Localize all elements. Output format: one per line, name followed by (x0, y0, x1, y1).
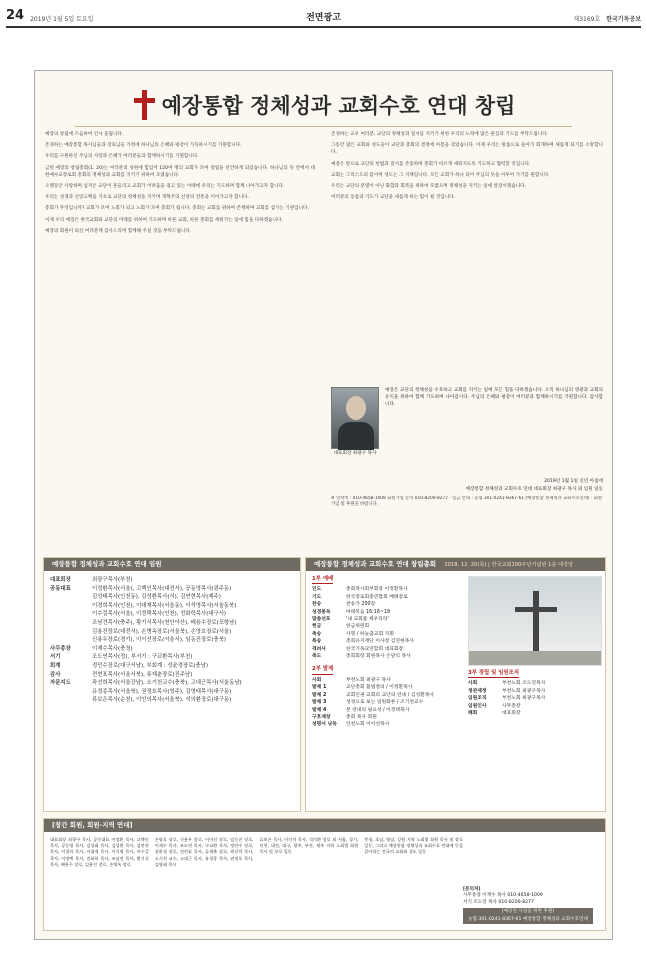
letter-paragraph: 예장은 앞으로 교단의 헌법과 질서를 존중하며 총회가 바르게 세워지도록 기도하고 협력할 것입니다. (331, 161, 531, 167)
program-key: 축송 (312, 631, 322, 637)
program-value: 교단총회 불법결의 / 이정환목사 (346, 685, 413, 691)
member-column: 충청, 호남, 영남, 강원 지역 노회별 회원 목사 및 장로 일동, 그리고 예장통합 정체성과 교회수호 연대에 뜻을 같이하는 전국의 교회와 성도 일동 (364, 837, 463, 855)
program-key: 발제 4 (312, 707, 327, 713)
cross-photo (468, 576, 602, 666)
officers-roster (50, 576, 294, 807)
roster-row (50, 662, 294, 671)
letter-paragraph: 금번 예장의 창립총회(1. 20)는 여러분의 성원에 힘입어 120여 명의 교회가 모여 창립을 선언하게 되었습니다. 하나님의 뜻 안에서 대한예수교장로회 총회의 정체성과 교회를 지키기 위하여 모였습니다. (45, 165, 315, 178)
letter-paragraph: 예장의 창립에 즈음하여 인사 올립니다. (45, 132, 124, 137)
program-key: 구호제창 (312, 714, 331, 720)
program-row (312, 721, 462, 728)
program-row (312, 616, 462, 623)
notice-text: ※ 연락처 : 010-4658-1009 회원가입 문의 010-8200-8277 · 입금 안내 : 농협 301-0241-8367-61 (예장통합 정체성과 교회수호연대) · 회원가입 및 후원을 바랍니다. (331, 496, 603, 507)
roster-role: 서기 (50, 654, 61, 661)
program-row (312, 609, 462, 616)
roster-role (50, 602, 92, 611)
section-title: 전면광고 (306, 13, 341, 23)
program-row (312, 623, 462, 630)
program-key: 격려사 (312, 646, 326, 652)
program-row (312, 646, 462, 653)
roster-role (50, 688, 92, 697)
program-key: 발제 1 (312, 685, 327, 691)
program-row (312, 594, 462, 601)
program-key: 폐회 (468, 711, 478, 717)
portrait-caption: 대표회장 최광구 목사 (333, 451, 377, 456)
roster-names: 조남견목사(충주), 황기식목사(천안아산), 배용수장로(포항남) (92, 619, 237, 626)
program-row (312, 692, 462, 699)
portrait-head (346, 396, 366, 420)
cross-vertical-beam (533, 591, 539, 653)
program-key: 발제 2 (312, 692, 327, 698)
portrait-block (331, 387, 603, 477)
letter-paragraph: 우리는 성경과 신앙고백을 기초로 교단의 정체성을 지키며 개혁주의 신앙의 전통을 이어가고자 합니다. (45, 195, 249, 201)
letter-paragraph: 우리는 교단의 분열이 아닌 화합과 회복을 위하여 모였으며 정체성을 지키는 일에 앞장서겠습니다. (331, 184, 527, 190)
program-value: 부천노회 최광구목사 (502, 696, 546, 702)
program-value: 인천노회 이이선목사 (346, 722, 390, 728)
letter-paragraph: 이제 우리 예장은 한국교회와 교단의 미래를 위하여 기도하며 바른 교회, 바른 총회를 세워가는 일에 힘을 다하겠습니다. (45, 217, 283, 223)
issue-date: 2019년 1월 5일 토요일 (30, 16, 94, 23)
program-row (312, 631, 462, 638)
program-row (468, 710, 602, 717)
program-key: 사회 (468, 681, 478, 687)
paper-name: 한국기독공보 (606, 16, 641, 23)
donation-account (463, 908, 593, 924)
letter-paragraph: 우리를 구원하신 주님의 사랑과 은혜가 여러분들과 함께하시기를 기원합니다. (45, 154, 199, 160)
program-value: 찬송가 200장 (346, 602, 376, 608)
event-box (305, 557, 606, 812)
program-row (312, 707, 462, 714)
program-key: 특송 (312, 639, 322, 645)
program-row (468, 688, 602, 695)
roster-row (50, 679, 294, 688)
program-row (312, 714, 462, 721)
program-key: 임원조직 (468, 696, 487, 702)
program-value: 부천노회 최광구목사 (502, 688, 546, 694)
letter-paragraph: 여러분의 동참과 기도가 교단을 새롭게 하는 힘이 될 것입니다. (331, 195, 456, 201)
program-value: 부천노회 조도연목사 (502, 681, 546, 687)
member-column: 손영호 장로, 신용우 장로, 이이선 장로, 임동진 장로, 이재수 목사, 조도연 목사, 구교환 목사, 정민수 장로, 성윤경 장로, 전현표 목사, 류재춘 장로, 곽선희 목사, 소기천 교수, 고대근 목사, 유경종 목사, 권정호 목사, 김영태 목사 (154, 837, 254, 867)
roster-role: 공동대표 (50, 585, 71, 592)
issue-number (573, 14, 641, 23)
roster-names: 유경종목사(서울북), 권정호목사(영주), 김영태목사(대구동) (92, 688, 232, 695)
officers-heading: 예장통합 정체성과 교회수호 연대 임원 (44, 558, 300, 571)
event-heading-title: 예장통합 정체성과 교회수호 연대 창립총회 (314, 560, 437, 568)
roster-names: 정민수장로(대구서남), 부회계 : 성윤경장로(충남) (92, 662, 209, 669)
program-key: 헌금 (312, 624, 322, 630)
program-value: 대표회장 (502, 711, 521, 717)
roster-role (50, 593, 92, 602)
roster-role: 감사 (50, 671, 61, 678)
roster-row (50, 688, 294, 697)
roster-row (50, 653, 294, 662)
portrait-body (338, 422, 374, 450)
contact-line: 서기 조도연 목사 010-8200-8277 (463, 899, 534, 905)
letter-right-column (331, 131, 603, 381)
roster-row (50, 636, 294, 645)
roster-row (50, 610, 294, 619)
issue-no-text: 제3169호 (573, 16, 601, 23)
program-value: 총회회장 회원목사 손달익 목사 (346, 654, 411, 660)
program-key: 인도 (312, 587, 322, 593)
roster-role (50, 636, 92, 645)
letter-paragraph: 교회는 그리스도의 몸이며 성도는 그 지체입니다. 모든 교회가 하나 되어 주님의 뜻을 이루어 가기를 원합니다. (331, 172, 550, 178)
members-box (43, 818, 606, 931)
event-program-right (468, 670, 602, 717)
contact-line: 사무총장 이재수 목사 010-4658-1009 (463, 893, 543, 899)
portrait-photo (331, 387, 379, 449)
roster-role (50, 696, 92, 705)
letter-left-column (45, 131, 315, 476)
program-row (468, 703, 602, 710)
program-row (312, 601, 462, 608)
roster-row (50, 576, 294, 585)
title-divider (75, 126, 572, 127)
program-key: 축도 (312, 654, 322, 660)
photo-ground (469, 651, 601, 665)
letter-paragraph: 예장의 회원이 되신 여러분께 감사드리며 함께해 주실 것을 부탁드립니다. (45, 228, 192, 234)
page-number: 24 (6, 8, 25, 23)
program-key: 성명서 낭독 (312, 722, 337, 728)
roster-names: 이재수목사(충청) (92, 645, 133, 652)
program-row (468, 695, 602, 702)
program-value: 총회유지재단 이사장 김연현목사 (346, 639, 414, 645)
sign-off-org: 예장통합 정체성과 교회수호 연대 대표회장 최광구 목사 외 임원 일동 (465, 486, 603, 492)
sign-off-date: 2019년 1월 1일 신년 아침에 (544, 479, 603, 484)
roster-row (50, 593, 294, 602)
account-number: 농협 301-0241-8367-61 예장통합 정체성과 교회수호연대 (468, 917, 588, 922)
advertisement (34, 70, 613, 940)
letter-paragraph: 총회가 무엇입니까? 교회가 모여 노회가 되고 노회가 모여 총회가 됩니다. 총회는 교회를 위하여 존재하며 교회를 섬기는 기관입니다. (45, 206, 309, 212)
roster-row (50, 671, 294, 680)
roster-names: 이경희목사(인천), 이대재목사(서울동), 이석영목사(서울동북) (92, 602, 237, 609)
letter-paragraph: 그동안 많은 교회와 성도들이 교단과 총회의 결정에 아픔을 겪었습니다. 이제 우리는 말씀으로 돌아가 회개하며 새롭게 되기를 소망합니다. (331, 143, 603, 156)
program-key: 말씀선포 (312, 617, 331, 623)
roster-names: 곽선희목사(서울강남), 소기천교수(충북), 고대근목사(서울동남) (92, 680, 242, 687)
program-value: 교회인권 교회의 교단의 연대 / 김성환목사 (346, 692, 435, 698)
member-column: 류보은 목사, 이인의 목사, 석의환 장로 외 서울, 경기, 인천, 대전, 대구, 광주, 부산, 제주 지역 노회별 회원 목사 및 장로 일동 (259, 837, 359, 855)
officers-box (43, 557, 301, 812)
contact-info (463, 887, 593, 906)
program-key: 임원인사 (468, 703, 487, 709)
roster-names: 류보은목사(순천), 이인의목사(서울북), 석의환장로(대구동) (92, 697, 232, 704)
program-value: 마태복음 16:16~18 (346, 609, 391, 615)
program-value: 한국장로회총연합회 배례장로 (346, 594, 408, 600)
letter-paragraph: 오랫동안 사랑하며 섬겨온 교단이 흔들리고 교회가 어려움을 겪고 있는 이때에 우리는 기도하며 함께 나아가고자 합니다. (45, 184, 285, 190)
roster-row (50, 696, 294, 705)
roster-names: 전현표목사(서울서북), 류재춘장로(진주남) (92, 671, 193, 678)
program-key: 기도 (312, 594, 322, 600)
program-value: 사무총장 (502, 703, 521, 709)
roster-names: 김성태목사(인천동), 김성환목사(서), 김연현목사(제주) (92, 594, 221, 601)
cross-icon (132, 90, 156, 120)
program-value: 성경으로 보는 일원화론 / 조기천교수 (346, 700, 424, 706)
roster-row (50, 619, 294, 628)
roster-role (50, 610, 92, 619)
ad-title: 예장통합 정체성과 교회수호 연대 창립 (161, 94, 516, 118)
roster-names: 이정환목사(서울), 고백인목사(대전서), 공동영목사(광주동) (92, 585, 232, 592)
contact-title: [문의처] (463, 886, 481, 892)
roster-names: 신용우장로(경기), 이이선장로(서울서), 임동진장로(충북) (92, 637, 227, 644)
event-heading-sub: 2018. 12. 20(목) | 한국교회100주년기념관 1층 대강당 (444, 562, 574, 568)
roster-role (50, 628, 92, 637)
session2-title: 2부 발제 (312, 666, 333, 674)
session3-title: 3부 창립 및 임원조직 (468, 670, 519, 678)
program-key: 찬송 (312, 602, 322, 608)
program-row (312, 653, 462, 660)
newspaper-masthead (6, 4, 641, 28)
event-program-left (312, 576, 462, 729)
program-key: 발제 3 (312, 700, 327, 706)
account-title: [예장연 사업을 위한 후원] (501, 909, 555, 914)
roster-role: 자문지도 (50, 680, 71, 687)
letter-paragraph: 존경하는 예장통합 목사님들과 장로님들 가정에 하나님의 은혜와 평강이 가득하시기를 기원합니다. (45, 143, 242, 149)
roster-names: 김용진장로(대전서), 손병옥장로(서울북), 손영호장로(서울) (92, 628, 232, 635)
roster-role (50, 619, 92, 628)
roster-role: 사무총장 (50, 645, 71, 652)
roster-names: 최광구목사(부천) (92, 577, 133, 583)
program-value: 본 연대의 필요성 / 이정택목사 (346, 707, 410, 713)
program-row (312, 677, 462, 684)
members-heading: [창간 회원, 회원·지역 연대] (44, 819, 605, 832)
program-row (312, 586, 462, 593)
roster-role: 대표회장 (50, 577, 71, 583)
program-row (468, 680, 602, 687)
roster-row (50, 645, 294, 654)
member-column: 대표회장 최광구 목사, 공동대표 이정환 목사, 고백인 목사, 공동영 목사, 김성태 목사, 김성환 목사, 김연현 목사, 이경희 목사, 이대재 목사, 이석영 목사, 이수걸 목사, 이정택 목사, 전화학 목사, 조남견 목사, 황기식 목사, 배용수 장로, 김용진 장로, 손병옥 장로 (50, 837, 149, 867)
program-key: 성경봉독 (312, 609, 331, 615)
roster-names: 이수걸목사(서울), 이정택목사(인천), 전화학목사(대구서) (92, 611, 227, 618)
roster-row (50, 628, 294, 637)
program-value: 총회 목사 회원 (346, 714, 377, 720)
program-key: 정관제정 (468, 688, 487, 694)
program-value: '내 교회를 세우리라' (346, 617, 389, 623)
roster-role: 회계 (50, 662, 61, 669)
program-value: 부천노회 최광구 목사 (346, 677, 391, 683)
sign-off (331, 479, 603, 493)
program-row (312, 684, 462, 691)
ad-title-bar (35, 87, 612, 123)
roster-names: 조도연목사(정), 부서기 : 구교환목사(부천) (92, 654, 193, 661)
program-value: 한금위원회 (346, 624, 370, 630)
session1-title: 1부 예배 (312, 576, 333, 584)
program-value: 사명 / 하늘꿈교회 지휘 (346, 631, 394, 637)
cross-horizontal-beam (515, 607, 557, 612)
roster-row (50, 585, 294, 594)
roster-row (50, 602, 294, 611)
program-row (312, 638, 462, 645)
program-value: 한국기독교연합회 대표회장 (346, 646, 404, 652)
portrait-paragraph: 예장은 교단의 정체성을 수호하고 교회를 지키는 일에 모든 힘을 다하겠습니다. 오직 하나님의 영광과 교회의 유익을 위하여 함께 기도하며 나아갑시다. 주님의 은혜와 평강이 여러분과 함께하시기를 기원합니다. 감사합니다. (385, 388, 603, 408)
program-row (312, 699, 462, 706)
event-heading (306, 558, 605, 571)
program-key: 사회 (312, 677, 322, 683)
program-value: 총회목사회부회장 이정환목사 (346, 587, 408, 593)
letter-paragraph: 존경하는 교우 여러분, 교단의 정체성과 질서를 지키기 위한 우리의 노력에 많은 관심과 기도를 부탁드립니다. (331, 132, 549, 137)
